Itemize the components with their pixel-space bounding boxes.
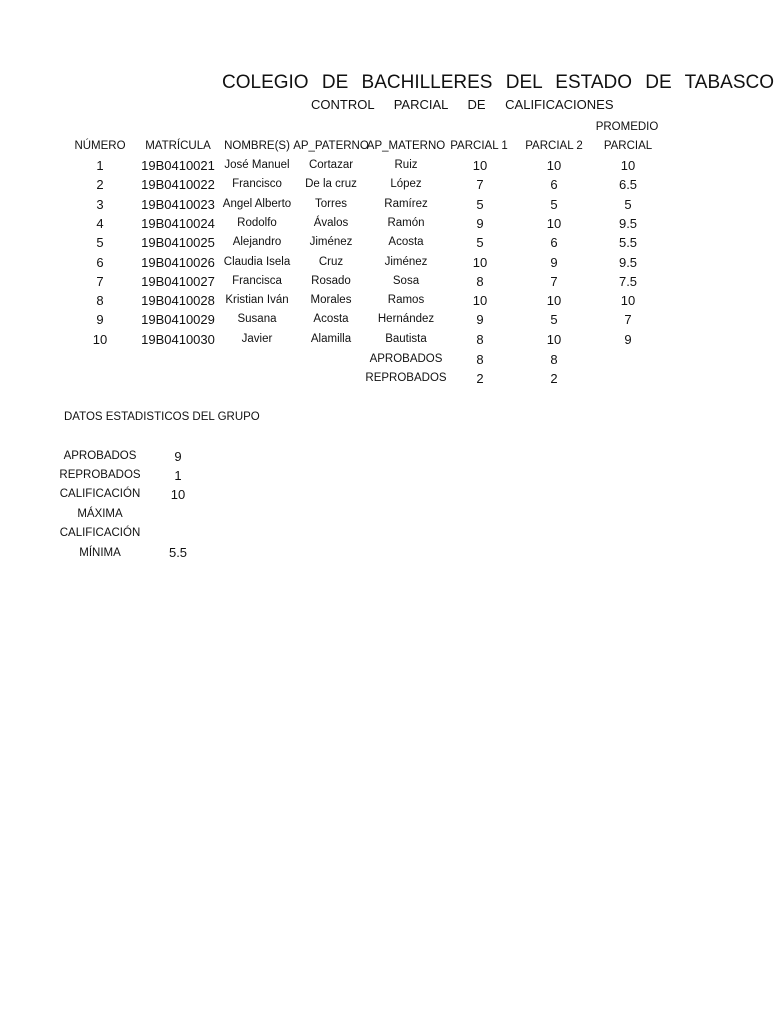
cell-numero: 5: [96, 235, 104, 251]
cell-parcial-2: 6: [550, 177, 558, 193]
cell-parcial-2: 5: [550, 196, 558, 212]
summary-parcial-1: 8: [476, 352, 484, 367]
cell-matricula: 19B0410024: [141, 215, 215, 231]
stats-min-label-line1: CALIFICACIÓN: [59, 527, 141, 539]
cell-ap-paterno: Torres: [315, 197, 347, 210]
cell-parcial-1: 9: [476, 312, 484, 328]
cell-ap-paterno: Morales: [310, 294, 352, 307]
cell-promedio: 9.5: [618, 215, 638, 231]
cell-matricula: 19B0410022: [141, 177, 215, 193]
cell-matricula: 19B0410025: [141, 235, 215, 251]
stats-reprobados-value: 1: [174, 468, 182, 483]
cell-promedio: 9: [624, 331, 632, 347]
cell-promedio: 6.5: [618, 177, 638, 193]
cell-parcial-1: 10: [472, 293, 488, 309]
cell-promedio: 5: [624, 196, 632, 212]
cell-nombre: Francisca: [232, 274, 282, 287]
cell-ap-materno: Jiménez: [384, 255, 428, 268]
header-matricula: MATRÍCULA: [145, 140, 211, 152]
cell-parcial-1: 9: [476, 215, 484, 231]
header-nombres: NOMBRE(S): [224, 140, 290, 152]
cell-parcial-1: 5: [476, 235, 484, 251]
cell-parcial-2: 10: [546, 331, 562, 347]
cell-ap-paterno: Cruz: [318, 255, 344, 268]
cell-nombre: Angel Alberto: [222, 197, 292, 210]
stats-heading: DATOS ESTADISTICOS DEL GRUPO: [64, 411, 260, 423]
summary-label: REPROBADOS: [365, 372, 447, 385]
cell-promedio: 7.5: [618, 273, 638, 289]
summary-parcial-2: 8: [550, 352, 558, 367]
cell-ap-materno: Ramírez: [384, 197, 428, 210]
sheet-title: COLEGIO DE BACHILLERES DEL ESTADO DE TABASCO: [222, 72, 774, 93]
cell-ap-paterno: Acosta: [313, 313, 349, 326]
stats-min-label-line2: MÍNIMA: [79, 547, 121, 559]
cell-numero: 9: [96, 312, 104, 328]
cell-nombre: Rodolfo: [237, 216, 277, 229]
stats-reprobados-label: REPROBADOS: [59, 469, 141, 481]
cell-ap-materno: Sosa: [392, 274, 420, 287]
cell-parcial-1: 10: [472, 158, 488, 173]
cell-nombre: Kristian Iván: [225, 294, 289, 307]
cell-numero: 4: [96, 215, 104, 231]
stats-max-label-line2: MÁXIMA: [77, 508, 123, 520]
cell-matricula: 19B0410028: [141, 293, 215, 309]
cell-numero: 3: [96, 196, 104, 212]
cell-parcial-2: 10: [546, 215, 562, 231]
stats-aprobados-label: APROBADOS: [63, 450, 137, 462]
cell-matricula: 19B0410030: [141, 331, 215, 347]
stats-aprobados-value: 9: [174, 449, 182, 464]
cell-ap-paterno: Alamilla: [310, 332, 352, 345]
cell-parcial-1: 8: [476, 331, 484, 347]
summary-parcial-1: 2: [476, 371, 484, 387]
cell-matricula: 19B0410027: [141, 273, 215, 289]
cell-promedio: 5.5: [618, 235, 638, 251]
header-numero: NÚMERO: [74, 140, 126, 152]
cell-nombre: Francisco: [232, 178, 282, 191]
stats-max-value: 10: [170, 487, 186, 502]
cell-nombre: Alejandro: [232, 236, 282, 249]
cell-promedio: 9.5: [618, 254, 638, 270]
cell-nombre: Susana: [237, 313, 277, 326]
cell-parcial-2: 7: [550, 273, 558, 289]
cell-parcial-1: 10: [472, 254, 488, 270]
cell-ap-paterno: Ávalos: [313, 216, 349, 229]
cell-parcial-1: 8: [476, 273, 484, 289]
cell-parcial-2: 10: [546, 158, 562, 173]
cell-numero: 6: [96, 254, 104, 270]
cell-matricula: 19B0410021: [141, 158, 215, 173]
header-parcial-2: PARCIAL 2: [525, 140, 583, 152]
cell-parcial-2: 9: [550, 254, 558, 270]
cell-matricula: 19B0410029: [141, 312, 215, 328]
cell-numero: 2: [96, 177, 104, 193]
header-promedio-line1: PROMEDIO: [595, 121, 659, 133]
cell-matricula: 19B0410023: [141, 196, 215, 212]
cell-nombre: Javier: [241, 332, 273, 345]
cell-ap-paterno: Rosado: [311, 274, 351, 287]
cell-ap-materno: Ramón: [387, 216, 425, 229]
cell-promedio: 10: [620, 293, 636, 309]
cell-parcial-2: 5: [550, 312, 558, 328]
cell-parcial-1: 7: [476, 177, 484, 193]
cell-nombre: Claudia Isela: [223, 255, 291, 268]
cell-ap-materno: Bautista: [385, 332, 427, 345]
header-ap-materno: AP_MATERNO: [366, 140, 446, 152]
cell-ap-materno: Hernández: [377, 313, 435, 326]
cell-ap-paterno: De la cruz: [305, 178, 357, 191]
header-parcial-1: PARCIAL 1: [450, 140, 508, 152]
summary-parcial-2: 2: [550, 371, 558, 387]
cell-matricula: 19B0410026: [141, 254, 215, 270]
summary-label: APROBADOS: [369, 353, 443, 365]
stats-min-value: 5.5: [168, 545, 188, 560]
cell-ap-materno: Ruiz: [394, 159, 418, 171]
header-promedio-line2: PARCIAL: [603, 140, 653, 152]
sheet-title-container: [222, 72, 774, 98]
cell-numero: 7: [96, 273, 104, 289]
cell-ap-materno: López: [390, 178, 422, 191]
cell-parcial-1: 5: [476, 196, 484, 212]
cell-ap-paterno: Cortazar: [308, 159, 354, 171]
cell-nombre: José Manuel: [224, 159, 290, 171]
cell-promedio: 7: [624, 312, 632, 328]
cell-promedio: 10: [620, 158, 636, 173]
cell-ap-materno: Acosta: [388, 236, 424, 249]
stats-max-label-line1: CALIFICACIÓN: [59, 488, 141, 500]
cell-ap-paterno: Jiménez: [309, 236, 353, 249]
header-ap-paterno: AP_PATERNO: [293, 140, 369, 152]
cell-numero: 10: [92, 331, 108, 347]
cell-ap-materno: Ramos: [387, 294, 425, 307]
cell-numero: 8: [96, 293, 104, 309]
cell-parcial-2: 10: [546, 293, 562, 309]
cell-numero: 1: [96, 158, 104, 173]
cell-parcial-2: 6: [550, 235, 558, 251]
sheet-subtitle: CONTROL PARCIAL DE CALIFICACIONES: [311, 97, 614, 112]
